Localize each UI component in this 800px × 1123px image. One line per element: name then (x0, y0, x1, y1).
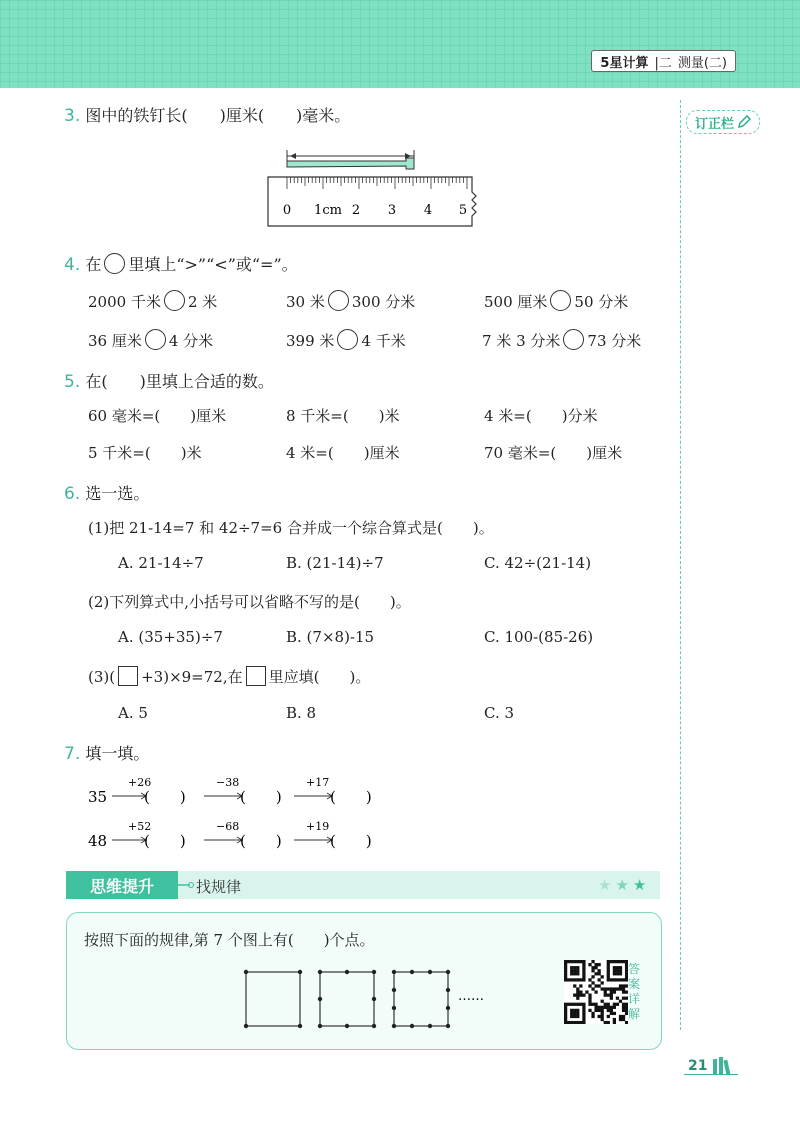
qr-module (594, 966, 597, 969)
qr-module (594, 972, 597, 975)
qr-module (610, 990, 613, 993)
qr-module (598, 978, 601, 981)
qr-module (610, 987, 613, 990)
qr-module (579, 994, 582, 997)
chapter-title: 测量(二) (677, 55, 727, 71)
qr-module (591, 987, 594, 990)
qr-module (564, 1009, 567, 1012)
qr-module (607, 978, 610, 981)
pattern-dot (392, 1024, 396, 1028)
sub-question-1: (1)把 21-14=7 和 42÷7=6 合并成一个综合算式是( )。 (88, 519, 494, 537)
qr-module (598, 984, 601, 987)
option-c: C. 3 (484, 704, 515, 722)
qr-module (579, 978, 582, 981)
qr-module (616, 1003, 619, 1006)
svg-text:+52: +52 (128, 820, 152, 833)
question-5: 5. 在( )里填上合适的数。 (64, 372, 274, 392)
sub-question-3: (3)( +3)×9=72,在 里应填( )。 (88, 668, 371, 686)
qr-module (579, 1021, 582, 1024)
qr-module (619, 969, 622, 972)
qr-module (567, 1003, 570, 1006)
qr-module (622, 1003, 625, 1006)
qr-module (573, 1021, 576, 1024)
page-number-underline (684, 1074, 738, 1075)
qr-module (607, 963, 610, 966)
qr-module (582, 978, 585, 981)
qr-module (610, 1009, 613, 1012)
qr-module (594, 963, 597, 966)
svg-text:35: 35 (88, 788, 108, 806)
svg-text:( ): ( ) (240, 788, 282, 806)
qr-module (588, 1000, 591, 1003)
qr-module (604, 990, 607, 993)
thinking-label: 思维提升 (66, 871, 178, 899)
svg-text:+26: +26 (128, 776, 152, 789)
ruler-label-1: 1cm (314, 203, 342, 218)
qr-module (582, 966, 585, 969)
arrow-chain-2 (84, 818, 414, 858)
qr-module (601, 1015, 604, 1018)
qr-module (610, 994, 613, 997)
qr-module (607, 994, 610, 997)
dot-pattern-figures (236, 966, 496, 1036)
qr-module (582, 1006, 585, 1009)
qr-module (607, 1003, 610, 1006)
qr-module (588, 1009, 591, 1012)
qr-module (619, 1015, 622, 1018)
qr-module (598, 1015, 601, 1018)
fill-item: 70 毫米=( )厘米 (484, 444, 623, 462)
qr-module (588, 978, 591, 981)
qr-module (570, 978, 573, 981)
qr-module (616, 978, 619, 981)
qr-module (613, 990, 616, 993)
qr-module (591, 1015, 594, 1018)
qr-module (576, 997, 579, 1000)
qr-module (567, 1021, 570, 1024)
qr-module (570, 966, 573, 969)
pattern-dot (446, 1024, 450, 1028)
difficulty-stars (598, 876, 646, 894)
svg-text:48: 48 (88, 832, 108, 850)
svg-text:( ): ( ) (330, 788, 372, 806)
qr-module (622, 1015, 625, 1018)
qr-module (576, 972, 579, 975)
qr-module (582, 1018, 585, 1021)
option-b: B. 8 (286, 704, 317, 722)
qr-module (582, 1015, 585, 1018)
fill-item: 8 千米=( )米 (286, 407, 400, 425)
qr-module (573, 960, 576, 963)
compare-item: 30 米 300 分米 (286, 290, 415, 312)
qr-module (610, 978, 613, 981)
pattern-dot (372, 970, 376, 974)
fill-item: 4 米=( )厘米 (286, 444, 400, 462)
fill-item: 60 毫米=( )厘米 (88, 407, 227, 425)
qr-module (622, 960, 625, 963)
ruler-label-5: 5 (458, 203, 468, 218)
qr-module (604, 1021, 607, 1024)
qr-module (573, 966, 576, 969)
svg-text:( ): ( ) (240, 832, 282, 850)
qr-module (607, 1021, 610, 1024)
qr-module (588, 1003, 591, 1006)
pencil-icon (737, 115, 751, 129)
qr-module (619, 978, 622, 981)
figure-1 (244, 970, 302, 1028)
qr-module (564, 1018, 567, 1021)
qr-module (570, 1012, 573, 1015)
qr-module (582, 975, 585, 978)
figure-2 (318, 970, 376, 1028)
option-b: B. (7×8)-15 (286, 628, 375, 646)
header-separator: |二 (654, 55, 672, 71)
pattern-question: 按照下面的规律,第 7 个图上有( )个点。 (84, 931, 375, 949)
thinking-topic: 找规律 (196, 878, 242, 896)
qr-module (622, 1018, 625, 1021)
qr-module (582, 1012, 585, 1015)
qr-module (607, 975, 610, 978)
qr-module (591, 975, 594, 978)
qr-module (573, 969, 576, 972)
svg-text:( ): ( ) (144, 788, 186, 806)
pattern-dot (244, 970, 248, 974)
question-3-text: 图中的铁钉长( )厘米( )毫米。 (85, 106, 351, 125)
qr-module (601, 1018, 604, 1021)
qr-module (601, 1000, 604, 1003)
qr-module (582, 1009, 585, 1012)
qr-module (613, 1012, 616, 1015)
ruler-label-2: 2 (351, 203, 361, 218)
qr-module (582, 969, 585, 972)
qr-module (573, 1012, 576, 1015)
ellipsis: …… (458, 989, 484, 1004)
qr-module (601, 975, 604, 978)
qr-module (576, 978, 579, 981)
qr-module (564, 978, 567, 981)
qr-module (604, 987, 607, 990)
qr-module (607, 987, 610, 990)
fill-item: 4 米=( )分米 (484, 407, 598, 425)
pattern-dot (392, 970, 396, 974)
qr-module (594, 1009, 597, 1012)
pattern-dot (372, 997, 376, 1001)
option-a: A. (35+35)÷7 (118, 628, 223, 646)
series-title: 5星计算 (600, 55, 649, 71)
qr-module (576, 1015, 579, 1018)
qr-module (613, 966, 616, 969)
figure-3 (392, 970, 450, 1028)
qr-module (616, 972, 619, 975)
answer-explanation-tag[interactable]: 答案详解 (628, 962, 641, 1021)
ruler-figure (266, 142, 482, 230)
qr-module (579, 1003, 582, 1006)
pattern-dot (428, 1024, 432, 1028)
pattern-dot (345, 970, 349, 974)
qr-module (598, 1009, 601, 1012)
qr-module (570, 1015, 573, 1018)
qr-module (619, 972, 622, 975)
qr-module (594, 984, 597, 987)
compare-item: 500 厘米 50 分米 (484, 290, 628, 312)
qr-module (567, 978, 570, 981)
pattern-dot (298, 970, 302, 974)
qr-module (619, 987, 622, 990)
qr-module (573, 1015, 576, 1018)
question-3: 3. 图中的铁钉长( )厘米( )毫米。 (64, 106, 351, 126)
qr-module (622, 1009, 625, 1012)
qr-code-icon[interactable] (564, 960, 628, 1024)
option-c: C. 42÷(21-14) (484, 554, 592, 572)
qr-module (607, 1006, 610, 1009)
question-7: 7. 填一填。 (64, 744, 150, 764)
qr-module (576, 990, 579, 993)
qr-module (564, 960, 567, 963)
qr-module (591, 960, 594, 963)
blank-box-icon (246, 666, 266, 686)
qr-module (585, 990, 588, 993)
compare-item: 36 厘米 4 分米 (88, 329, 213, 351)
qr-module (594, 990, 597, 993)
question-6: 6. 选一选。 (64, 484, 150, 504)
pattern-dot (244, 1024, 248, 1028)
sub-question-2: (2)下列算式中,小括号可以省略不写的是( )。 (88, 593, 411, 611)
pattern-dot (410, 1024, 414, 1028)
qr-module (613, 972, 616, 975)
qr-module (576, 987, 579, 990)
pattern-dot (410, 970, 414, 974)
qr-module (601, 981, 604, 984)
correction-column-label: 订正栏 (686, 110, 760, 134)
correction-divider (680, 100, 681, 1030)
qr-module (622, 1006, 625, 1009)
compare-circle-icon (104, 253, 125, 274)
option-a: A. 21-14÷7 (118, 554, 204, 572)
qr-module (598, 963, 601, 966)
ruler-label-3: 3 (387, 203, 397, 218)
qr-module (588, 997, 591, 1000)
pattern-dot (345, 1024, 349, 1028)
star-icon: ★ (632, 876, 647, 894)
qr-module (576, 969, 579, 972)
qr-module (588, 984, 591, 987)
qr-module (622, 984, 625, 987)
blank-box-icon (118, 666, 138, 686)
fill-item: 5 千米=( )米 (88, 444, 202, 462)
option-b: B. (21-14)÷7 (286, 554, 384, 572)
svg-text:−68: −68 (216, 820, 240, 833)
svg-text:−38: −38 (216, 776, 240, 789)
qr-module (591, 966, 594, 969)
qr-module (601, 1009, 604, 1012)
qr-module (591, 969, 594, 972)
qr-module (613, 1021, 616, 1024)
header-tab (591, 50, 736, 72)
qr-module (619, 966, 622, 969)
pattern-dot (446, 988, 450, 992)
qr-module (610, 1012, 613, 1015)
qr-module (604, 994, 607, 997)
qr-module (564, 972, 567, 975)
connector-icon (178, 880, 194, 890)
star-icon: ★ (615, 876, 629, 894)
qr-module (607, 1015, 610, 1018)
qr-module (570, 1021, 573, 1024)
svg-text:+19: +19 (306, 820, 330, 833)
compare-item: 2000 千米 2 米 (88, 290, 217, 312)
qr-module (622, 997, 625, 1000)
qr-module (576, 960, 579, 963)
pattern-dot (298, 1024, 302, 1028)
ruler-label-4: 4 (423, 203, 433, 218)
qr-module (573, 978, 576, 981)
qr-module (564, 1006, 567, 1009)
qr-module (613, 960, 616, 963)
qr-module (601, 1012, 604, 1015)
qr-module (579, 984, 582, 987)
qr-module (591, 981, 594, 984)
qr-module (576, 966, 579, 969)
qr-module (598, 1006, 601, 1009)
qr-module (576, 994, 579, 997)
qr-module (622, 987, 625, 990)
qr-module (573, 1003, 576, 1006)
ruler-label-0: 0 (282, 203, 292, 218)
qr-module (607, 966, 610, 969)
qr-module (610, 1006, 613, 1009)
option-c: C. 100-(85-26) (484, 628, 594, 646)
qr-module (613, 978, 616, 981)
qr-module (601, 987, 604, 990)
star-icon: ★ (598, 876, 612, 894)
qr-module (570, 1003, 573, 1006)
qr-module (616, 966, 619, 969)
qr-module (613, 1018, 616, 1021)
top-band (0, 0, 800, 88)
qr-module (588, 994, 591, 997)
qr-module (573, 994, 576, 997)
qr-module (591, 1003, 594, 1006)
qr-module (591, 1012, 594, 1015)
svg-text:( ): ( ) (144, 832, 186, 850)
qr-module (598, 972, 601, 975)
qr-module (576, 1003, 579, 1006)
qr-module (607, 972, 610, 975)
pattern-dot (446, 970, 450, 974)
qr-module (616, 997, 619, 1000)
qr-module (619, 960, 622, 963)
page-number: 21 (688, 1058, 708, 1074)
qr-module (573, 972, 576, 975)
pattern-dot (318, 1024, 322, 1028)
pattern-dot (392, 1006, 396, 1010)
svg-text:+17: +17 (306, 776, 330, 789)
qr-module (604, 1006, 607, 1009)
qr-module (564, 966, 567, 969)
pattern-dot (446, 1006, 450, 1010)
qr-module (616, 987, 619, 990)
qr-module (582, 960, 585, 963)
qr-module (579, 960, 582, 963)
qr-module (607, 960, 610, 963)
qr-module (582, 963, 585, 966)
qr-module (570, 969, 573, 972)
pattern-dot (372, 1024, 376, 1028)
qr-module (582, 1003, 585, 1006)
qr-module (567, 960, 570, 963)
qr-module (610, 997, 613, 1000)
books-icon (712, 1056, 738, 1076)
pattern-dot (318, 970, 322, 974)
pattern-dot (428, 970, 432, 974)
qr-module (610, 960, 613, 963)
qr-module (564, 1003, 567, 1006)
qr-module (598, 969, 601, 972)
qr-module (619, 1018, 622, 1021)
qr-module (576, 1021, 579, 1024)
qr-module (613, 969, 616, 972)
qr-module (594, 1006, 597, 1009)
qr-module (601, 1006, 604, 1009)
qr-module (564, 1015, 567, 1018)
compare-item: 7 米 3 分米 73 分米 (482, 329, 641, 351)
qr-module (576, 1009, 579, 1012)
qr-module (564, 969, 567, 972)
qr-module (613, 1006, 616, 1009)
qr-module (573, 1009, 576, 1012)
pattern-dot (392, 988, 396, 992)
qr-module (616, 969, 619, 972)
qr-module (582, 972, 585, 975)
arrow-chain-1 (84, 774, 414, 814)
qr-module (570, 960, 573, 963)
qr-module (607, 1009, 610, 1012)
qr-module (619, 984, 622, 987)
qr-module (564, 1012, 567, 1015)
pattern-dot (318, 997, 322, 1001)
qr-module (564, 963, 567, 966)
svg-text:( ): ( ) (330, 832, 372, 850)
qr-module (607, 969, 610, 972)
qr-module (582, 994, 585, 997)
qr-module (594, 1003, 597, 1006)
qr-module (570, 972, 573, 975)
qr-module (573, 984, 576, 987)
qr-module (570, 1009, 573, 1012)
qr-module (613, 1003, 616, 1006)
qr-module (616, 960, 619, 963)
qr-module (619, 1000, 622, 1003)
qr-module (576, 1012, 579, 1015)
option-a: A. 5 (118, 704, 148, 722)
qr-module (579, 990, 582, 993)
qr-module (564, 975, 567, 978)
qr-module (622, 978, 625, 981)
compare-item: 399 米 4 千米 (286, 329, 406, 351)
qr-module (604, 1003, 607, 1006)
qr-module (582, 1021, 585, 1024)
qr-module (613, 987, 616, 990)
qr-module (622, 990, 625, 993)
qr-module (588, 963, 591, 966)
question-4: 4. 在 里填上“>”“<”或“=”。 (64, 255, 298, 275)
qr-module (564, 1021, 567, 1024)
